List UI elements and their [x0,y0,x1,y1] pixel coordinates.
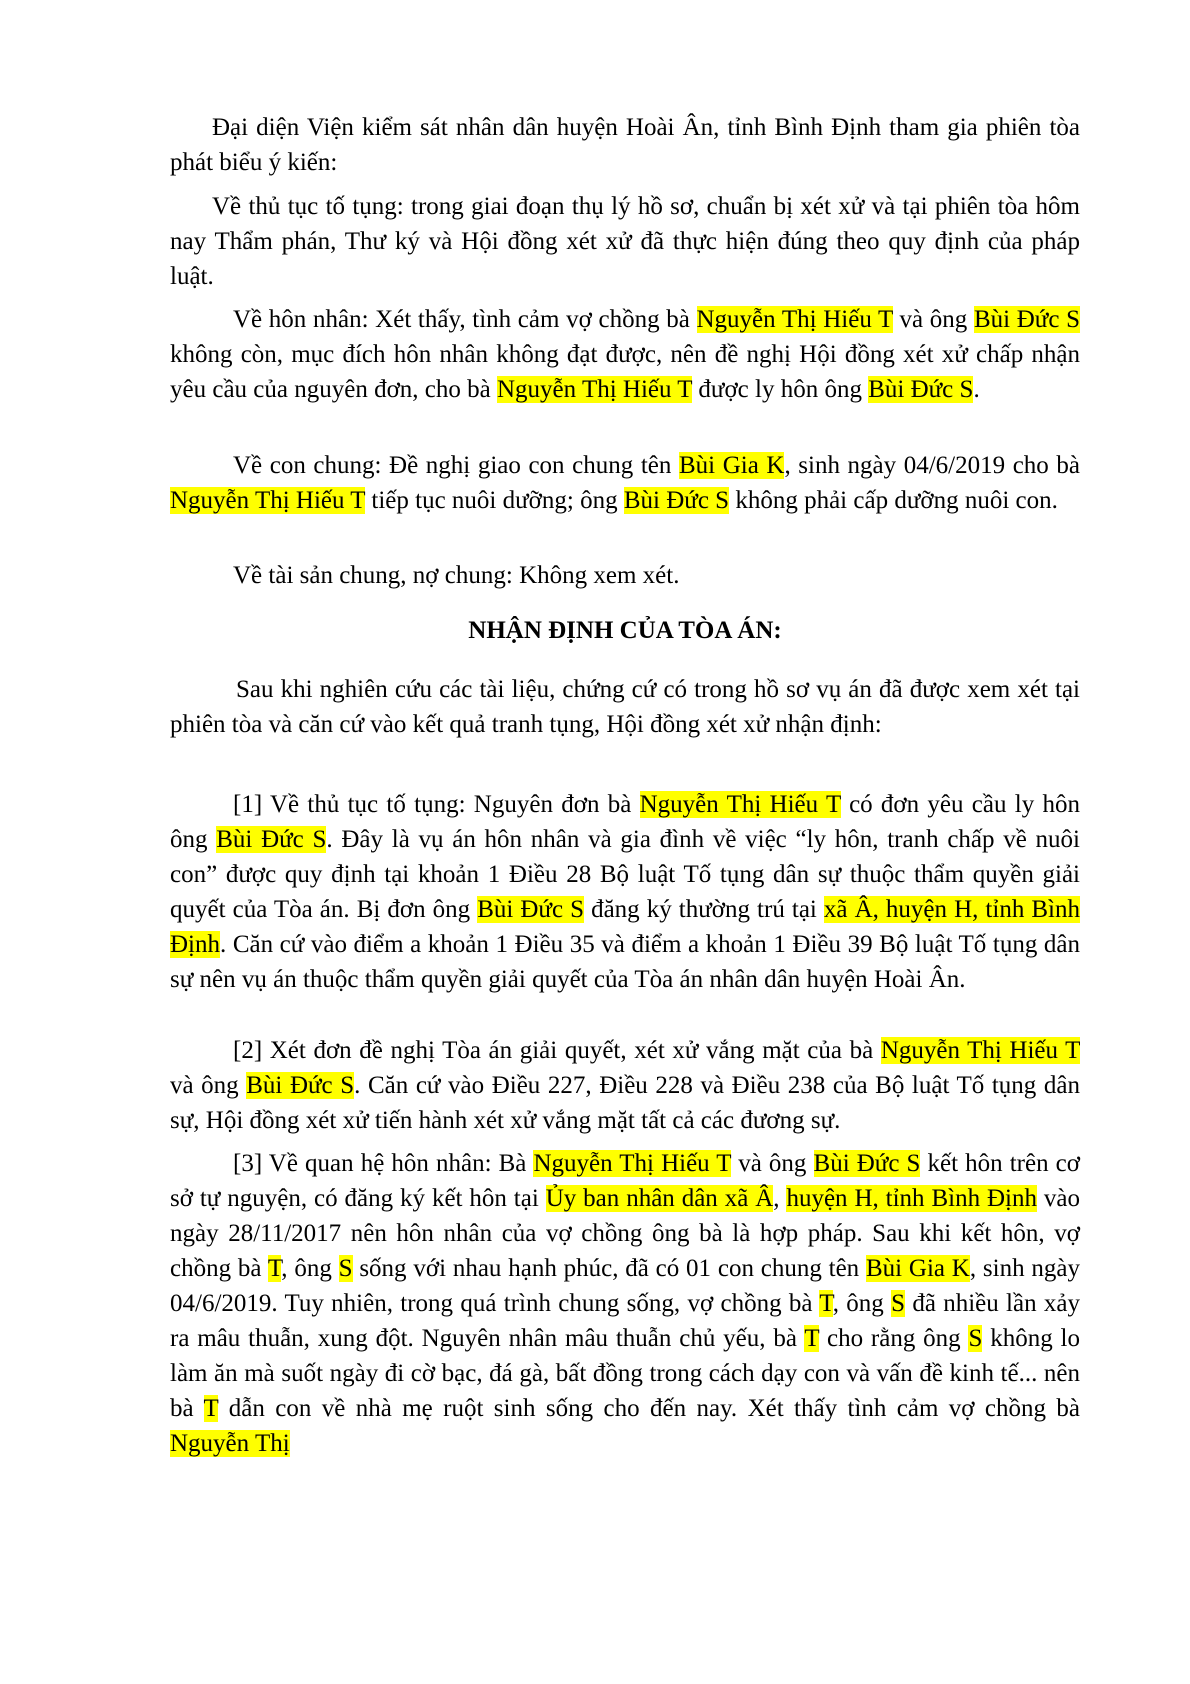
body-text: đăng ký thường trú tại [584,896,824,923]
paragraph-point-1 [170,787,1080,997]
body-text: , ông [832,1290,892,1317]
highlighted-text: huyện H, tỉnh Bình Định [786,1185,1037,1212]
paragraph-child [170,448,1080,518]
highlighted-text: Bùi Đức S [477,896,585,923]
body-text: không còn, mục đích hôn nhân không đạt được, nên đề nghị Hội đồng xét xử chấp nhận yêu cầu của nguyên đơn, cho bà [170,341,1080,403]
highlighted-text: T [819,1290,833,1317]
paragraph-point-2 [170,1033,1080,1138]
highlighted-text: Nguyễn Thị Hiếu T [639,791,841,818]
body-text: vào ngày 28/11/2017 nên hôn nhân của vợ chồng ông bà là hợp pháp. Sau khi kết hôn, vợ chồng bà [170,1185,1081,1282]
highlighted-text: Bùi Đức S [868,376,974,403]
highlighted-text: Bùi Đức S [973,306,1080,333]
paragraph-procedure [170,189,1080,294]
highlighted-text: Bùi Đức S [813,1150,921,1177]
body-text: và ông [892,306,974,333]
body-text: . Căn cứ vào điểm a khoản 1 Điều 35 và điểm a khoản 1 Điều 39 Bộ luật Tố tụng dân sự nên vụ án thuộc thẩm quyền giải quyết của Tòa án nhân dân huyện Hoài Ân. [170,931,1080,993]
body-text: và ông [731,1150,814,1177]
highlighted-text: Bùi Gia K [678,452,785,479]
highlighted-text: Bùi Gia K [865,1255,970,1282]
highlighted-text: Nguyễn Thị Hiếu T [497,376,693,403]
highlighted-text: S [968,1325,983,1352]
body-text: đã nhiều lần xảy ra mâu thuẫn, xung đột. Nguyên nhân mâu thuẫn chủ yếu, bà [170,1290,1081,1352]
body-text: tiếp tục nuôi dưỡng; ông [365,487,624,514]
body-text: được ly hôn ông [692,376,869,403]
highlighted-text: Ủy ban nhân dân xã Â [545,1185,774,1212]
highlighted-text: T [804,1325,820,1352]
body-text: và ông [170,1072,247,1099]
paragraph-point-3 [170,1146,1080,1461]
body-text: có đơn yêu cầu ly hôn ông [170,791,1080,853]
highlighted-text: T [203,1395,219,1422]
body-text: . [973,376,980,403]
paragraph-property [170,558,1080,593]
highlighted-text: Bùi Đức S [246,1072,355,1099]
body-text: Về tài sản chung, nợ chung: Không xem xét. [233,562,680,589]
body-text: dẫn con về nhà mẹ ruột sinh sống cho đến nay. Xét thấy tình cảm vợ chồng bà [218,1395,1080,1422]
highlighted-text: S [338,1255,353,1282]
body-text: Đại diện Viện kiểm sát nhân dân huyện Hoài Ân, tỉnh Bình Định tham gia phiên tòa phát biểu ý kiến: [170,114,1080,176]
body-text: , [773,1185,787,1212]
highlighted-text: Nguyễn Thị [170,1430,290,1457]
paragraph-vks-opinion [170,110,1080,180]
highlighted-text: Nguyễn Thị Hiếu T [170,487,366,514]
highlighted-text: Bùi Đức S [623,487,730,514]
body-text: , sinh ngày 04/6/2019. Tuy nhiên, trong quá trình chung sống, vợ chồng bà [170,1255,1080,1317]
section-heading: NHẬN ĐỊNH CỦA TÒA ÁN: [468,617,782,644]
body-text: cho rằng ông [819,1325,969,1352]
paragraph-court-intro [170,672,1080,742]
body-text: . Đây là vụ án hôn nhân và gia đình về việc “ly hôn, tranh chấp về nuôi con” được quy định tại khoản 1 Điều 28 Bộ luật Tố tụng dân sự thuộc thẩm quyền giải quyết của Tòa án. Bị đơn ông [170,826,1080,923]
body-text: không phải cấp dưỡng nuôi con. [729,487,1058,514]
highlighted-text: S [891,1290,906,1317]
body-text: [3] Về quan hệ hôn nhân: Bà [233,1150,534,1177]
paragraph-marriage [170,302,1080,407]
body-text: không lo làm ăn mà suốt ngày đi cờ bạc, đá gà, bất đồng trong cách dạy con và vấn đề kinh tế... nên bà [170,1325,1080,1422]
body-text: sống với nhau hạnh phúc, đã có 01 con chung tên [352,1255,866,1282]
body-text: , sinh ngày 04/6/2019 cho bà [784,452,1080,479]
body-text: Về thủ tục tố tụng: trong giai đoạn thụ lý hồ sơ, chuẩn bị xét xử và tại phiên tòa hôm nay Thẩm phán, Thư ký và Hội đồng xét xử đã thực hiện đúng theo quy định của pháp luật. [170,193,1080,290]
body-text: , ông [281,1255,339,1282]
body-text: Sau khi nghiên cứu các tài liệu, chứng cứ có trong hồ sơ vụ án đã được xem xét tại phiên tòa và căn cứ vào kết quả tranh tụng, Hội đồng xét xử nhận định: [170,676,1080,738]
body-text: [2] Xét đơn đề nghị Tòa án giải quyết, xét xử vắng mặt của bà [233,1037,881,1064]
body-text: kết hôn trên cơ sở tự nguyện, có đăng ký kết hôn tại [170,1150,1080,1212]
body-text: Về hôn nhân: Xét thấy, tình cảm vợ chồng bà [233,306,697,333]
highlighted-text: T [267,1255,282,1282]
body-text: [1] Về thủ tục tố tụng: Nguyên đơn bà [233,791,640,818]
body-text: Về con chung: Đề nghị giao con chung tên [233,452,679,479]
highlighted-text: Nguyễn Thị Hiếu T [533,1150,732,1177]
body-text: . Căn cứ vào Điều 227, Điều 228 và Điều 238 của Bộ luật Tố tụng dân sự, Hội đồng xét xử tiến hành xét xử vắng mặt tất cả các đương sự. [170,1072,1080,1134]
highlighted-text: Nguyễn Thị Hiếu T [696,306,893,333]
highlighted-text: xã Â, huyện H, tỉnh Bình Định [170,896,1080,958]
highlighted-text: Bùi Đức S [216,826,327,853]
highlighted-text: Nguyễn Thị Hiếu T [880,1037,1080,1064]
